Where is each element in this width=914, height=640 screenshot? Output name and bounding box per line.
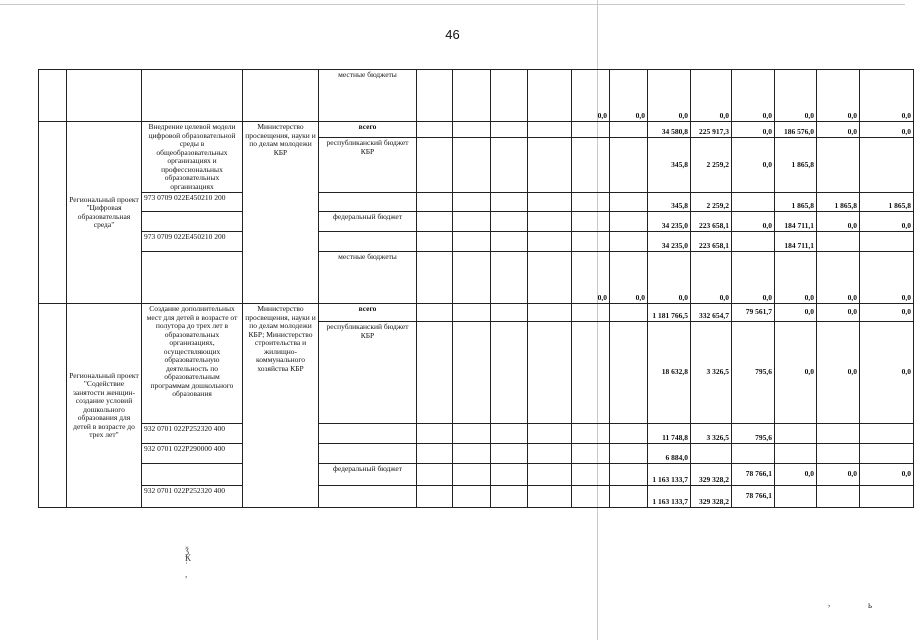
event-cell	[142, 252, 243, 304]
value-cell: 345,8	[648, 138, 691, 193]
table-row	[39, 304, 914, 322]
table-row	[39, 212, 914, 232]
table-row	[39, 444, 914, 464]
event-code-cell: 932 0701 022P252320 400	[142, 424, 243, 444]
scan-artifact-mark: ,	[828, 598, 831, 608]
value-cell: 1 865,8	[775, 193, 817, 212]
value-cell: 0,0	[817, 70, 860, 122]
executor-cell: Министерство просвещения, науки и по делам молодежи КБР; Министерство строительства и жилищно-коммунального хозяйства КБР	[243, 304, 319, 508]
table-row	[39, 70, 914, 122]
value-cell: 0,0	[860, 122, 914, 138]
value-cell: 0,0	[775, 252, 817, 304]
event-cell	[142, 70, 243, 122]
source-cell: республиканский бюджет КБР	[319, 322, 417, 424]
value-cell: 345,8	[648, 193, 691, 212]
table-row	[39, 232, 914, 252]
value-cell: 0,0	[572, 70, 610, 122]
source-cell: местные бюджеты	[319, 252, 417, 304]
value-cell: 0,0	[610, 252, 648, 304]
value-cell: 795,6	[732, 424, 775, 444]
source-cell: республиканский бюджет КБР	[319, 138, 417, 193]
source-cell: всего	[319, 122, 417, 138]
value-cell: 795,6	[732, 322, 775, 424]
value-cell: 1 865,8	[775, 138, 817, 193]
value-cell: 0,0	[572, 252, 610, 304]
value-cell: 79 561,7	[732, 304, 775, 322]
value-cell: 0,0	[860, 304, 914, 322]
value-cell: 223 658,1	[691, 232, 732, 252]
project-cell	[67, 70, 142, 122]
table-row	[39, 193, 914, 212]
project-cell: Региональный проект "Содействие занятости женщин-создание условий дошкольного образования для детей в возрасте до трех лет"	[67, 304, 142, 508]
event-cell: Создание дополнительных мест для детей в возрасте от полутора до трех лет в образовательных организациях, осуществляющих образовательную деятельность по образовательным программам дошкольного образования	[142, 304, 243, 424]
value-cell: 332 654,7	[691, 304, 732, 322]
value-cell: 0,0	[817, 122, 860, 138]
value-cell: 34 235,0	[648, 212, 691, 232]
value-cell: 0,0	[860, 212, 914, 232]
event-cell: Внедрение целевой модели цифровой образовательной среды в общеобразовательных организациях и профессиональных образовательных организациях	[142, 122, 243, 193]
value-cell: 34 580,8	[648, 122, 691, 138]
value-cell: 0,0	[732, 70, 775, 122]
value-cell: 6 884,0	[648, 444, 691, 464]
value-cell: 0,0	[648, 252, 691, 304]
value-cell: 0,0	[732, 252, 775, 304]
event-code-cell: 932 0701 022P290000 400	[142, 444, 243, 464]
event-code-cell: 973 0709 022E450210 200	[142, 232, 243, 252]
value-cell: 1 865,8	[817, 193, 860, 212]
value-cell: 1 163 133,7	[648, 486, 691, 508]
table-row	[39, 464, 914, 486]
value-cell: 0,0	[817, 304, 860, 322]
source-cell: федеральный бюджет	[319, 212, 417, 232]
value-cell: 184 711,1	[775, 212, 817, 232]
value-cell: 78 766,1	[732, 486, 775, 508]
value-cell: 223 658,1	[691, 212, 732, 232]
value-cell: 3 326,5	[691, 322, 732, 424]
source-cell: всего	[319, 304, 417, 322]
value-cell: 3 326,5	[691, 424, 732, 444]
value-cell: 0,0	[648, 70, 691, 122]
value-cell: 0,0	[860, 252, 914, 304]
index-cell	[39, 122, 67, 304]
value-cell: 0,0	[775, 322, 817, 424]
value-cell: 1 163 133,7	[648, 464, 691, 486]
index-cell	[39, 70, 67, 122]
value-cell: 2 259,2	[691, 193, 732, 212]
value-cell: 0,0	[817, 212, 860, 232]
value-cell: 18 632,8	[648, 322, 691, 424]
value-cell: 225 917,3	[691, 122, 732, 138]
value-cell: 78 766,1	[732, 464, 775, 486]
value-cell: 0,0	[775, 304, 817, 322]
value-cell: 184 711,1	[775, 232, 817, 252]
table-row	[39, 424, 914, 444]
source-cell: местные бюджеты	[319, 70, 417, 122]
scan-artifact-mark: ǯ Ҟ ˙ ,	[185, 545, 192, 579]
table-row	[39, 252, 914, 304]
value-cell: 0,0	[775, 464, 817, 486]
scan-artifact-mark: ь	[868, 600, 873, 610]
project-cell: Региональный проект "Цифровая образовательная среда"	[67, 122, 142, 304]
value-cell: 0,0	[860, 322, 914, 424]
page-number: 46	[445, 27, 460, 42]
value-cell: 1 181 766,5	[648, 304, 691, 322]
value-cell: 186 576,0	[775, 122, 817, 138]
value-cell: 0,0	[817, 464, 860, 486]
value-cell: 0,0	[817, 252, 860, 304]
value-cell: 0,0	[860, 464, 914, 486]
value-cell: 1 865,8	[860, 193, 914, 212]
value-cell: 0,0	[732, 212, 775, 232]
index-cell	[39, 304, 67, 508]
scan-artifact-line	[0, 4, 905, 5]
table-row	[39, 486, 914, 508]
table-row	[39, 122, 914, 138]
value-cell: 329 328,2	[691, 464, 732, 486]
event-code-cell: 932 0701 022P252320 400	[142, 486, 243, 508]
value-cell: 0,0	[775, 70, 817, 122]
value-cell: 0,0	[732, 122, 775, 138]
value-cell: 329 328,2	[691, 486, 732, 508]
value-cell: 11 748,8	[648, 424, 691, 444]
value-cell: 0,0	[860, 70, 914, 122]
value-cell: 0,0	[732, 138, 775, 193]
value-cell: 0,0	[691, 252, 732, 304]
budget-table	[38, 69, 914, 508]
executor-cell	[243, 70, 319, 122]
value-cell: 0,0	[610, 70, 648, 122]
value-cell: 0,0	[817, 322, 860, 424]
executor-cell: Министерство просвещения, науки и по делам молодежи КБР	[243, 122, 319, 304]
value-cell: 34 235,0	[648, 232, 691, 252]
source-cell: федеральный бюджет	[319, 464, 417, 486]
value-cell: 0,0	[691, 70, 732, 122]
value-cell: 2 259,2	[691, 138, 732, 193]
event-code-cell: 973 0709 022E450210 200	[142, 193, 243, 212]
